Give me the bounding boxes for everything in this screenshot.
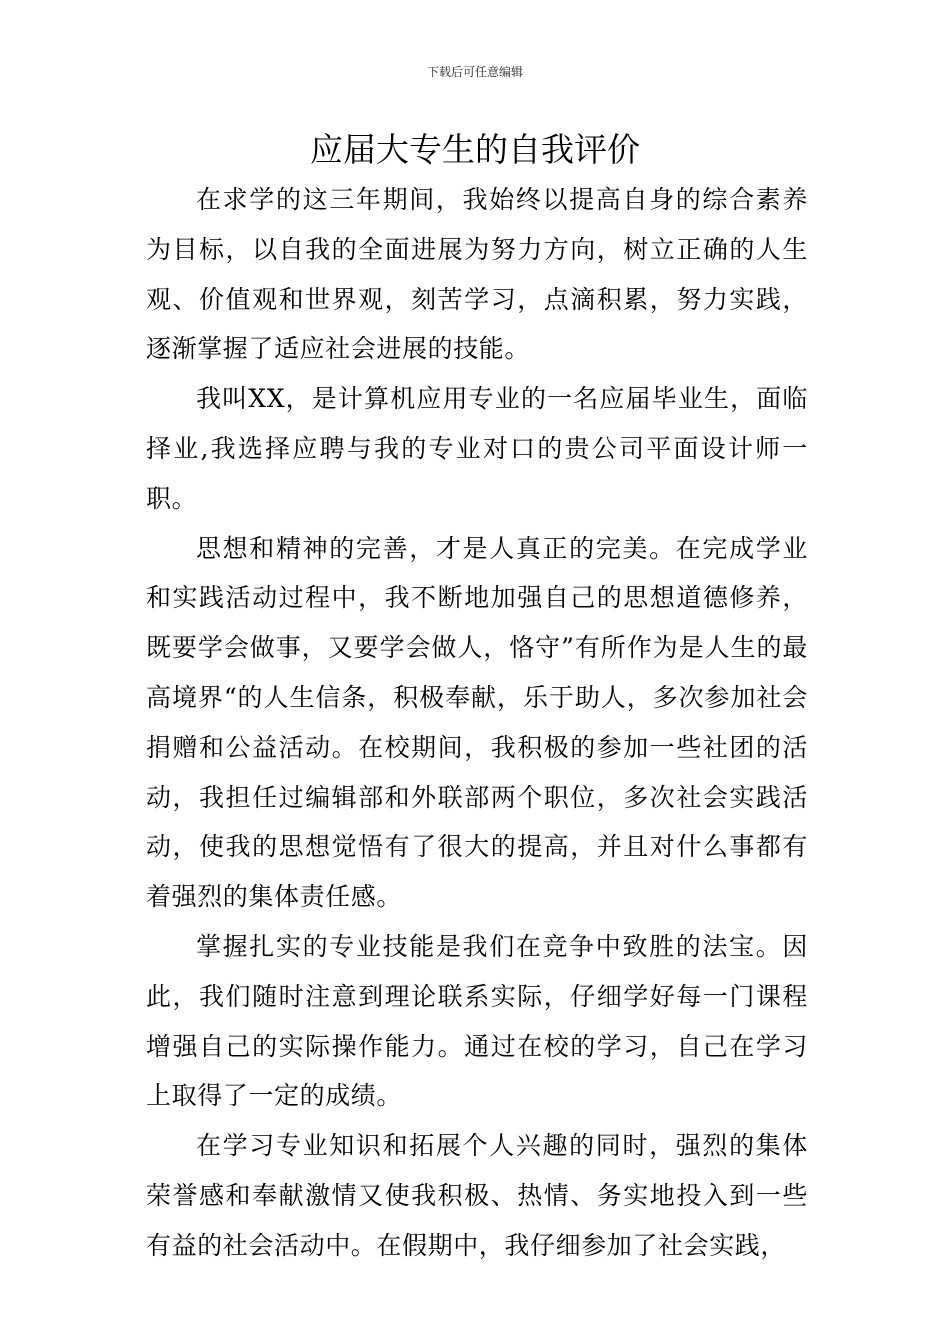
document-body — [146, 175, 808, 1271]
paragraph-4: 掌握扎实的专业技能是我们在竞争中致胜的法宝。因此，我们随时注意到理论联系实际，仔细学好每一门课程增强自己的实际操作能力。通过在校的学习，自己在学习上取得了一定的成绩。 — [146, 931, 808, 1111]
paragraph-3: 思想和精神的完善，才是人真正的完美。在完成学业和实践活动过程中，我不断地加强自己的思想道德修养，既要学会做事，又要学会做人，恪守”有所作为是人生的最高境界“的人生信条，积极奉献，乐于助人，多次参加社会捐赠和公益活动。在校期间，我积极的参加一些社团的活动，我担任过编辑部和外联部两个职位，多次社会实践活动，使我的思想觉悟有了很大的提高，并且对什么事都有着强烈的集体责任感。 — [146, 533, 808, 912]
paragraph-5: 在学习专业知识和拓展个人兴趣的同时，强烈的集体荣誉感和奉献激情又使我积极、热情、务实地投入到一些有益的社会活动中。在假期中，我仔细参加了社会实践， — [146, 1131, 808, 1260]
page-title: 应届大专生的自我评价 — [310, 130, 640, 169]
paragraph-2: 我叫XX，是计算机应用专业的一名应届毕业生，面临择业,我选择应聘与我的专业对口的贵公司平面设计师一职。 — [146, 384, 808, 513]
paragraph-1: 在求学的这三年期间，我始终以提高自身的综合素养为目标，以自我的全面进展为努力方向，树立正确的人生观、价值观和世界观，刻苦学习，点滴积累，努力实践，逐渐掌握了适应社会进展的技能。 — [146, 185, 808, 364]
header-note: 下载后可任意编辑 — [426, 65, 523, 79]
